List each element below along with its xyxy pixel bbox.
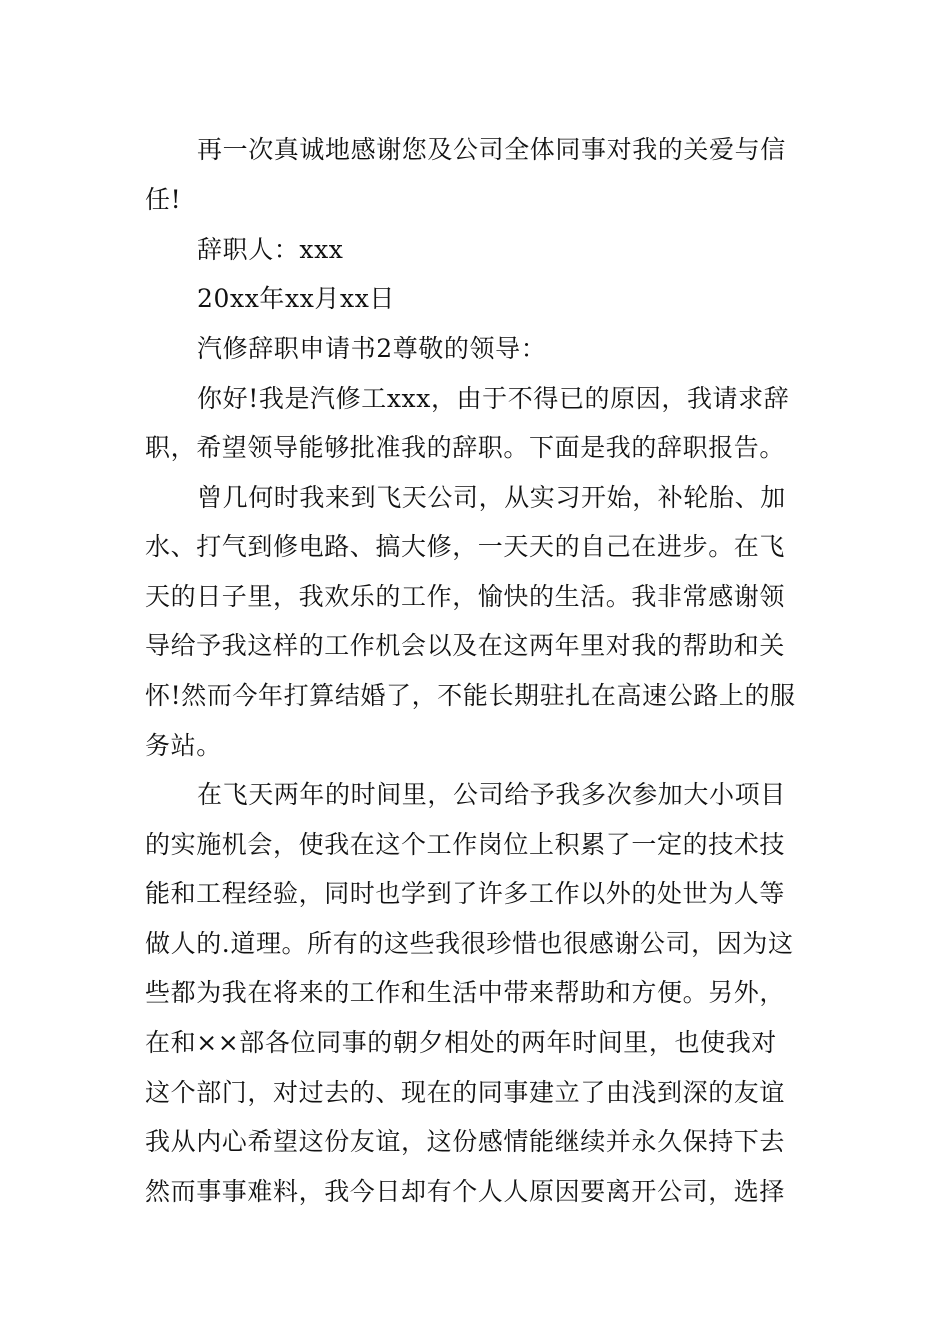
paragraph-experience-line-6: 在和××部各位同事的朝夕相处的两年时间里，也使我对 [145,1028,777,1057]
paragraph-experience-line-1: 在飞天两年的时间里，公司给予我多次参加大小项目 [197,780,786,809]
paragraph-experience-line-8: 我从内心希望这份友谊，这份感情能继续并永久保持下去 [145,1127,786,1156]
paragraph-history-line-2: 水、打气到修电路、搞大修，一天天的自己在进步。在飞 [145,532,786,561]
paragraph-history-line-3: 天的日子里，我欢乐的工作，愉快的生活。我非常感谢领 [145,582,786,611]
paragraph-experience-line-7: 这个部门，对过去的、现在的同事建立了由浅到深的友谊 [145,1078,786,1107]
paragraph-history-line-1: 曾几何时我来到飞天公司，从实习开始，补轮胎、加 [197,483,786,512]
paragraph-intro-line-1: 你好!我是汽修工xxx，由于不得已的原因，我请求辞 [197,384,790,413]
signature-name: 辞职人：xxx [197,235,344,264]
paragraph-history-line-6: 务站。 [145,731,222,760]
paragraph-experience-line-3: 能和工程经验，同时也学到了许多工作以外的处世为人等 [145,879,786,908]
paragraph-thanks-line-1: 再一次真诚地感谢您及公司全体同事对我的关爱与信 [197,135,786,164]
paragraph-experience-line-2: 的实施机会，使我在这个工作岗位上积累了一定的技术技 [145,830,786,859]
paragraph-thanks-line-2: 任! [145,185,182,214]
paragraph-intro-line-2: 职，希望领导能够批准我的辞职。下面是我的辞职报告。 [145,433,786,462]
paragraph-experience-line-9: 然而事事难料，我今日却有个人人原因要离开公司，选择 [145,1177,786,1206]
paragraph-experience-line-5: 些都为我在将来的工作和生活中带来帮助和方便。另外， [145,978,786,1007]
letter-2-title: 汽修辞职申请书2尊敬的领导： [197,334,547,363]
paragraph-experience-line-4: 做人的.道理。所有的这些我很珍惜也很感谢公司，因为这 [145,929,794,958]
paragraph-history-line-4: 导给予我这样的工作机会以及在这两年里对我的帮助和关 [145,631,786,660]
paragraph-history-line-5: 怀!然而今年打算结婚了，不能长期驻扎在高速公路上的服 [145,681,796,710]
signature-date: 20xx年xx月xx日 [197,284,396,313]
